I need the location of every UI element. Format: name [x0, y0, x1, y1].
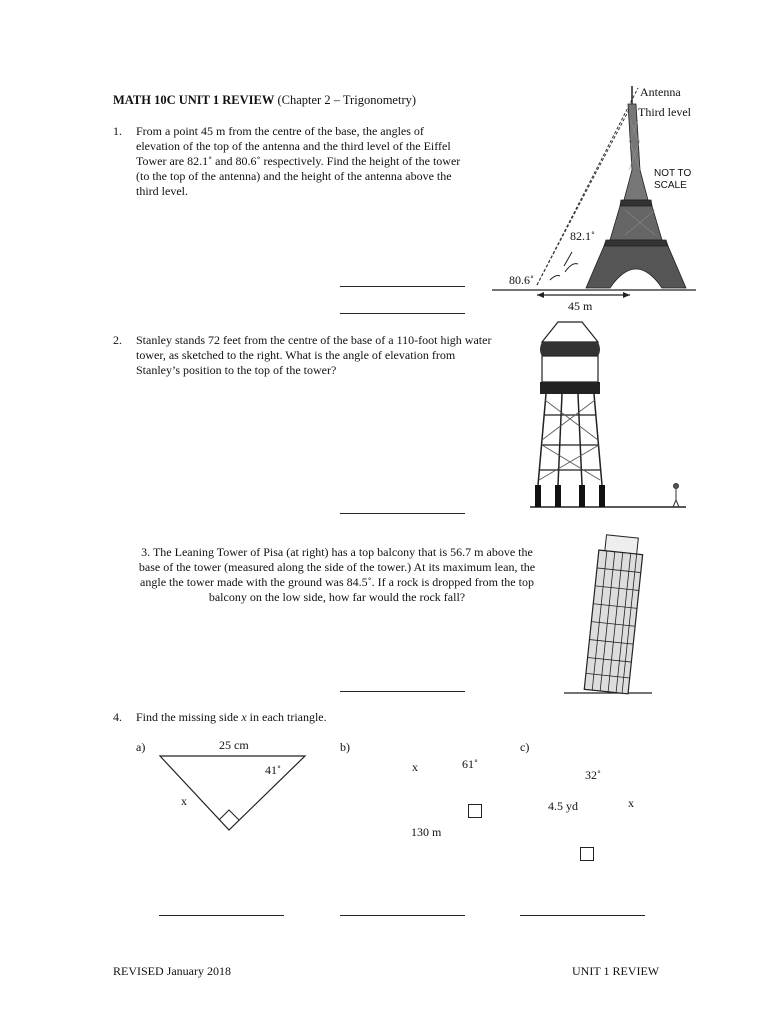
- water-tower-icon: [535, 322, 605, 507]
- antenna-label: Antenna: [640, 85, 681, 99]
- q4a-label: a): [136, 740, 146, 754]
- q4-number: 4.: [113, 710, 122, 724]
- triangle-a: [150, 750, 320, 840]
- angle-label-2: 80.6˚: [509, 273, 534, 287]
- q1-number: 1.: [113, 124, 122, 138]
- q3-number: 3.: [141, 545, 151, 559]
- angle-arc-1: [565, 264, 578, 272]
- q4c-side-label: 4.5 yd: [548, 799, 578, 813]
- q4b-side-label: 130 m: [411, 825, 442, 839]
- q4b-answer-line[interactable]: [340, 915, 465, 916]
- q4-prompt: Find the missing side x in each triangle.: [136, 710, 327, 724]
- q4b-var-label: x: [412, 760, 418, 774]
- q2-answer-line[interactable]: [340, 513, 465, 514]
- eiffel-tower-figure: [480, 80, 710, 320]
- q4a-answer-line[interactable]: [159, 915, 284, 916]
- q4a-angle-label: 41˚: [265, 763, 281, 777]
- q4a-var-label: x: [181, 794, 187, 808]
- q4c-var-label: x: [628, 796, 634, 810]
- not-to-label: NOT TO: [654, 168, 692, 179]
- q4b-angle-label: 61˚: [462, 757, 478, 771]
- footer-right: UNIT 1 REVIEW: [572, 964, 660, 978]
- scale-label: SCALE: [654, 180, 687, 191]
- q4c-answer-line[interactable]: [520, 915, 645, 916]
- distance-label: 45 m: [568, 299, 593, 313]
- q3-answer-line[interactable]: [340, 691, 465, 692]
- q1-text: From a point 45 m from the centre of the base, the angles of elevation of the top of the antenna and the third level of the Eiffel Tower are 82.1˚ and 80.6˚ respectively. Find the height of the tower (to the top of the antenna) and the height of the antenna above the third level.: [136, 124, 461, 198]
- q4c-label: c): [520, 740, 530, 754]
- q4b-label: b): [340, 740, 350, 754]
- water-tower-figure: [528, 320, 688, 510]
- page-title: MATH 10C UNIT 1 REVIEW (Chapter 2 – Trigonometry): [113, 93, 417, 107]
- q4a-side-label: 25 cm: [219, 738, 249, 752]
- leaning-tower-icon: [584, 534, 644, 694]
- q1-answer-line-2[interactable]: [340, 313, 465, 314]
- pisa-tower-figure: [560, 530, 660, 700]
- third-level-label: Third level: [638, 105, 691, 119]
- q1-answer-line-1[interactable]: [340, 286, 465, 287]
- angle-arc-2: [550, 276, 560, 281]
- q3-text: 3. The Leaning Tower of Pisa (at right) has a top balcony that is 56.7 m above the base of the tower (measured along the side of the tower.) At its maximum lean, the angle the tower made with the ground was 84.5˚. If a rock is dropped from the top balcony on the low side, how far would the rock fall?: [138, 545, 536, 604]
- person-icon: [673, 484, 679, 508]
- q4c-right-angle-marker: [580, 847, 594, 861]
- q2-text: Stanley stands 72 feet from the centre of the base of a 110-foot high water tower, as sketched to the right. What is the angle of elevation from Stanley’s position to the top of the tower?: [136, 333, 492, 377]
- angle-label-1: 82.1˚: [570, 229, 595, 243]
- q2-number: 2.: [113, 333, 122, 347]
- q4c-angle-label: 32˚: [585, 768, 601, 782]
- footer-left: REVISED January 2018: [113, 964, 231, 978]
- q4b-right-angle-marker: [468, 804, 482, 818]
